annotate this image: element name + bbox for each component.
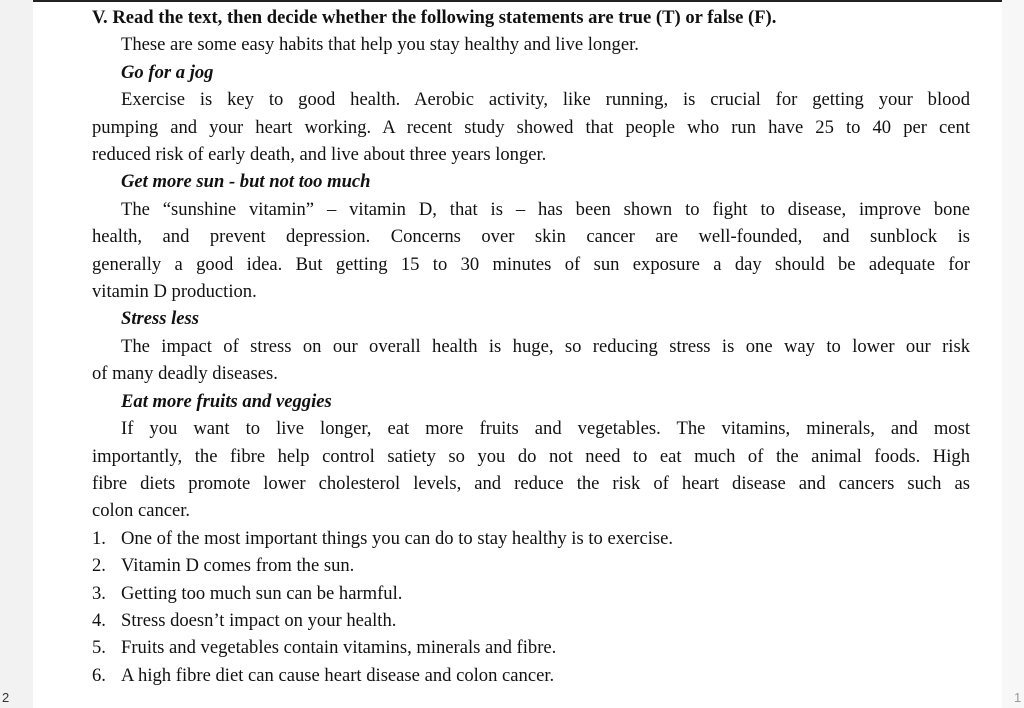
- paragraph-line: of many deadly diseases.: [92, 363, 278, 385]
- statement-number: 2.: [92, 555, 106, 577]
- section-title-fruits: Eat more fruits and veggies: [121, 390, 332, 412]
- statement-number: 4.: [92, 609, 106, 631]
- statement-item: [92, 662, 970, 689]
- page-margin-right: [1002, 0, 1024, 708]
- statement-number: 5.: [92, 637, 106, 659]
- statement-text: A high fibre diet can cause heart disease and colon cancer.: [121, 664, 555, 686]
- statement-text: Fruits and vegetables contain vitamins, minerals and fibre.: [121, 637, 557, 659]
- paragraph-line: The impact of stress on our overall health is huge, so reducing stress is one way to lower our risk: [121, 335, 970, 357]
- section-title-jog: Go for a jog: [121, 61, 214, 83]
- statement-text: Stress doesn’t impact on your health.: [121, 609, 397, 631]
- paragraph-line: pumping and your heart working. A recent study showed that people who run have 25 to 40 per cent: [92, 116, 970, 138]
- paragraph-line: reduced risk of early death, and live about three years longer.: [92, 144, 547, 166]
- paragraph-line: fibre diets promote lower cholesterol levels, and reduce the risk of heart disease and cancers such as: [92, 472, 970, 494]
- paragraph-line: generally a good idea. But getting 15 to 30 minutes of sun exposure a day should be adequate for: [92, 253, 970, 275]
- statement-text: Getting too much sun can be harmful.: [121, 582, 403, 604]
- section-title-stress: Stress less: [121, 308, 200, 330]
- paragraph-line: Exercise is key to good health. Aerobic activity, like running, is crucial for getting your blood: [121, 89, 970, 111]
- intro-text: These are some easy habits that help you stay healthy and live longer.: [121, 34, 639, 56]
- paragraph-line: If you want to live longer, eat more fruits and vegetables. The vitamins, minerals, and most: [121, 418, 970, 440]
- paragraph-line: health, and prevent depression. Concerns over skin cancer are well-founded, and sunblock is: [92, 226, 970, 248]
- statement-item: [92, 552, 970, 579]
- statement-item: [92, 525, 970, 552]
- exercise-content: [92, 4, 970, 689]
- statement-number: 1.: [92, 527, 106, 549]
- exercise-heading: V. Read the text, then decide whether the following statements are true (T) or false (F).: [92, 7, 777, 28]
- statement-item: [92, 580, 970, 607]
- document-page: [33, 0, 1002, 708]
- statement-number: 6.: [92, 664, 106, 686]
- statement-item: [92, 607, 970, 634]
- page-margin-left: [0, 0, 33, 708]
- paragraph-line: colon cancer.: [92, 500, 191, 522]
- page-top-border: [33, 0, 1002, 2]
- statement-text: Vitamin D comes from the sun.: [121, 555, 355, 577]
- statement-list: [92, 525, 970, 689]
- page-number-left: 2: [2, 690, 10, 705]
- paragraph-line: The “sunshine vitamin” – vitamin D, that is – has been shown to fight to disease, improve bone: [121, 198, 970, 220]
- statement-item: [92, 634, 970, 661]
- statement-number: 3.: [92, 582, 106, 604]
- page-number-right: 1: [1014, 690, 1022, 705]
- statement-text: One of the most important things you can do to stay healthy is to exercise.: [121, 527, 674, 549]
- paragraph-line: vitamin D production.: [92, 281, 257, 303]
- section-title-sun: Get more sun - but not too much: [121, 171, 371, 193]
- paragraph-line: importantly, the fibre help control satiety so you do not need to eat much of the animal foods. High: [92, 445, 970, 467]
